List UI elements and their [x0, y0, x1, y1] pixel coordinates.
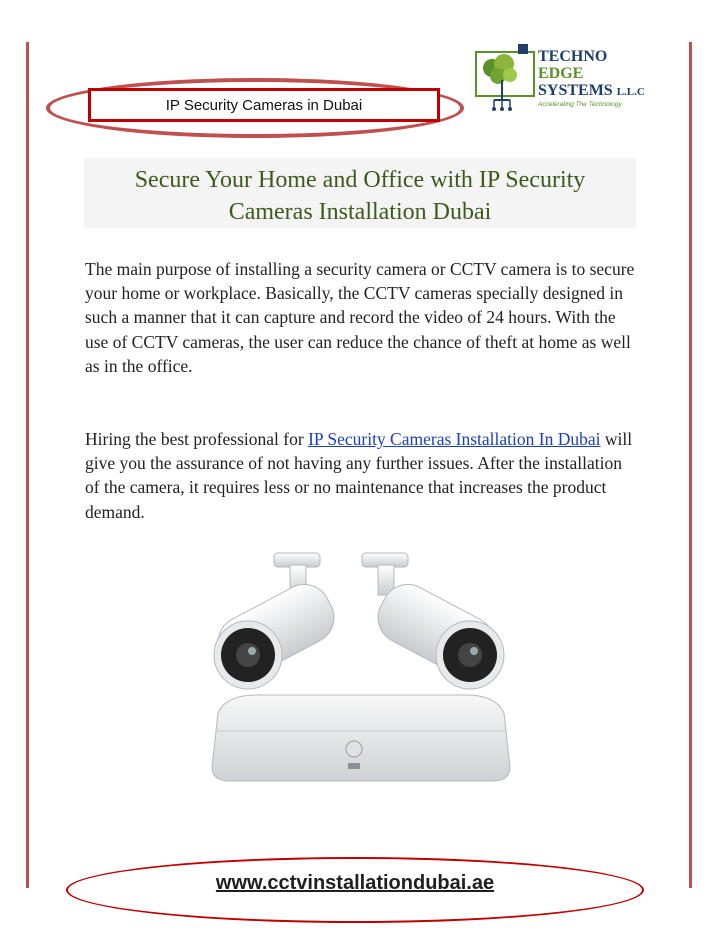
page-title-line-1: Secure Your Home and Office with IP Security	[134, 167, 586, 193]
hiring-text-before: Hiring the best professional for	[85, 429, 309, 449]
cctv-cameras-and-nvr-image	[196, 545, 526, 815]
left-camera	[209, 553, 343, 689]
logo-line-systems	[538, 82, 645, 101]
logo-line-edge: EDGE	[538, 65, 584, 82]
right-camera	[362, 553, 504, 689]
nvr-recorder	[212, 695, 510, 781]
page-border-left	[26, 42, 29, 888]
page-border-right	[689, 42, 692, 888]
ip-camera-installation-link[interactable]: IP Security Cameras Installation In Dubai	[308, 429, 601, 449]
logo-systems-text: SYSTEMS	[538, 82, 613, 99]
logo-llc-text: L.L.C	[616, 86, 645, 98]
intro-paragraph: The main purpose of installing a security camera or CCTV camera is to secure your home or workplace. Basically, the CCTV cameras specially designed in such a manner that it can capture and record the video of 24 hours. With the use of CCTV cameras, the user can reduce the chance of theft at home as well as in the office.	[85, 259, 635, 376]
footer-website-link[interactable]: www.cctvinstallationdubai.ae	[215, 872, 495, 894]
logo-tagline: Accelerating The Technology	[538, 101, 622, 108]
company-logo	[474, 44, 654, 116]
page-title	[84, 158, 636, 228]
tree-circuit-icon	[474, 44, 536, 114]
hiring-paragraph	[85, 427, 635, 524]
hiring-text-after: will give you the assurance of not having any further issues. After the installation of the camera, it requires less or no maintenance that increases the product demand.	[85, 429, 633, 522]
page-title-line-2: Cameras Installation Dubai	[228, 199, 492, 225]
header-label: IP Security Cameras in Dubai	[88, 88, 440, 122]
logo-line-techno: TECHNO	[538, 48, 608, 65]
